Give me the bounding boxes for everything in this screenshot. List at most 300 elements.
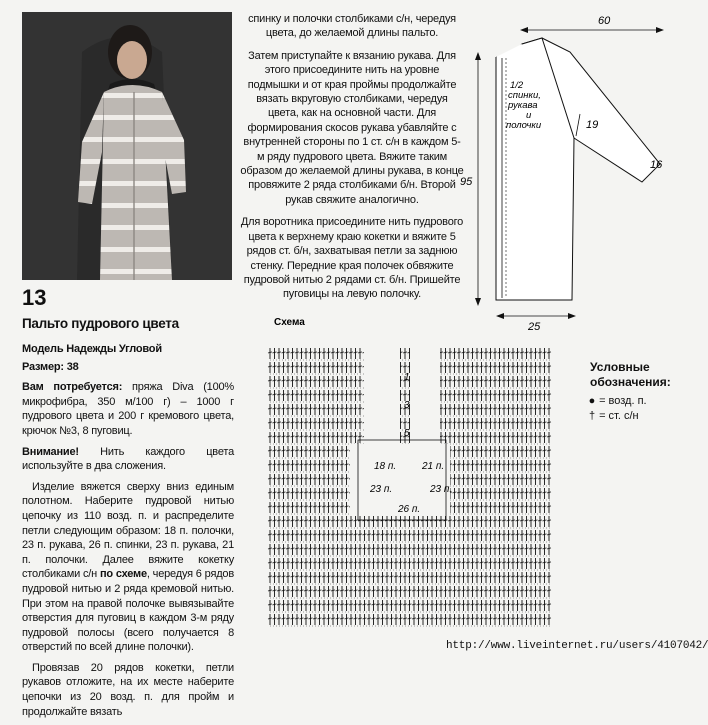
stitch-cross bbox=[466, 352, 470, 353]
stitch-cross bbox=[354, 520, 358, 521]
stitch-cross bbox=[520, 422, 524, 423]
stitch-cross bbox=[525, 450, 529, 451]
stitch-cross bbox=[471, 478, 475, 479]
stitch-cross bbox=[453, 464, 457, 465]
stitch-cross bbox=[471, 436, 475, 437]
stitch-cross bbox=[390, 576, 394, 577]
stitch-cross bbox=[336, 464, 340, 465]
stitch-cross bbox=[543, 450, 547, 451]
stitch-cross bbox=[543, 506, 547, 507]
stitch-cross bbox=[403, 562, 407, 563]
stitch-cross bbox=[408, 548, 412, 549]
stitch-cross bbox=[313, 394, 317, 395]
stitch-cross bbox=[507, 534, 511, 535]
stitch-cross bbox=[273, 590, 277, 591]
stitch-cross bbox=[471, 604, 475, 605]
stitch-cross bbox=[498, 618, 502, 619]
stitch-cross bbox=[358, 576, 362, 577]
stitch-cross bbox=[273, 520, 277, 521]
stitch-cross bbox=[457, 450, 461, 451]
stitch-cross bbox=[300, 408, 304, 409]
stitch-cross bbox=[291, 450, 295, 451]
label-23-right: 23 п. bbox=[430, 484, 453, 495]
stitch-cross bbox=[534, 506, 538, 507]
stitch-cross bbox=[331, 380, 335, 381]
stitch-cross bbox=[534, 576, 538, 577]
stitch-cross bbox=[466, 548, 470, 549]
stitch-cross bbox=[331, 506, 335, 507]
stitch-cross bbox=[286, 366, 290, 367]
stitch-cross bbox=[453, 422, 457, 423]
stitch-cross bbox=[529, 492, 533, 493]
stitch-cross bbox=[349, 590, 353, 591]
stitch-cross bbox=[426, 576, 430, 577]
stitch-cross bbox=[534, 422, 538, 423]
stitch-cross bbox=[304, 408, 308, 409]
stitch-cross bbox=[538, 506, 542, 507]
stitch-cross bbox=[358, 548, 362, 549]
stitch-cross bbox=[426, 604, 430, 605]
stitch-cross bbox=[507, 520, 511, 521]
stitch-cross bbox=[318, 408, 322, 409]
stitch-cross bbox=[511, 478, 515, 479]
stitch-cross bbox=[439, 590, 443, 591]
stitch-cross bbox=[484, 506, 488, 507]
stitch-cross bbox=[511, 352, 515, 353]
stitch-cross bbox=[502, 590, 506, 591]
stitch-cross bbox=[322, 548, 326, 549]
stitch-cross bbox=[376, 604, 380, 605]
stitch-cross bbox=[475, 366, 479, 367]
stitch-cross bbox=[340, 422, 344, 423]
stitch-cross bbox=[300, 380, 304, 381]
stitch-cross bbox=[300, 506, 304, 507]
stitch-cross bbox=[498, 380, 502, 381]
stitch-cross bbox=[304, 506, 308, 507]
stitch-cross bbox=[363, 562, 367, 563]
stitch-cross bbox=[507, 576, 511, 577]
stitch-cross bbox=[277, 366, 281, 367]
stitch-cross bbox=[516, 520, 520, 521]
stitch-cross bbox=[453, 492, 457, 493]
stitch-cross bbox=[502, 520, 506, 521]
stitch-cross bbox=[345, 562, 349, 563]
stitch-cross bbox=[507, 436, 511, 437]
stitch-cross bbox=[399, 562, 403, 563]
stitch-cross bbox=[408, 534, 412, 535]
svg-text:и: и bbox=[526, 110, 532, 121]
chart-heading: Схема bbox=[274, 317, 305, 328]
stitch-cross bbox=[538, 590, 542, 591]
stitch-cross bbox=[268, 576, 272, 577]
stitch-cross bbox=[511, 366, 515, 367]
stitch-cross bbox=[295, 394, 299, 395]
stitch-cross bbox=[525, 352, 529, 353]
stitch-cross bbox=[480, 506, 484, 507]
stitch-cross bbox=[282, 520, 286, 521]
stitch-cross bbox=[318, 366, 322, 367]
stitch-cross bbox=[295, 450, 299, 451]
stitch-cross bbox=[309, 380, 313, 381]
stitch-cross bbox=[336, 436, 340, 437]
stitch-cross bbox=[358, 436, 362, 437]
stitch-cross bbox=[309, 520, 313, 521]
stitch-cross bbox=[475, 352, 479, 353]
stitch-cross bbox=[457, 520, 461, 521]
stitch-cross bbox=[498, 464, 502, 465]
stitch-cross bbox=[498, 478, 502, 479]
stitch-cross bbox=[498, 562, 502, 563]
stitch-cross bbox=[273, 576, 277, 577]
stitch-cross bbox=[313, 478, 317, 479]
attention-text: Нить каждого цвета используйте в два сложения. bbox=[22, 445, 234, 473]
stitch-cross bbox=[484, 436, 488, 437]
stitch-cross bbox=[318, 604, 322, 605]
stitch-cross bbox=[498, 394, 502, 395]
stitch-cross bbox=[529, 548, 533, 549]
stitch-cross bbox=[273, 380, 277, 381]
stitch-cross bbox=[471, 366, 475, 367]
left-text-column bbox=[22, 342, 234, 725]
stitch-cross bbox=[520, 366, 524, 367]
stitch-cross bbox=[349, 534, 353, 535]
stitch-cross bbox=[520, 352, 524, 353]
label-21: 21 п. bbox=[422, 461, 445, 472]
stitch-cross bbox=[403, 422, 407, 423]
stitch-cross bbox=[318, 450, 322, 451]
stitch-cross bbox=[282, 534, 286, 535]
stitch-cross bbox=[444, 534, 448, 535]
stitch-cross bbox=[300, 576, 304, 577]
stitch-cross bbox=[498, 422, 502, 423]
stitch-cross bbox=[394, 562, 398, 563]
stitch-cross bbox=[525, 394, 529, 395]
stitch-cross bbox=[502, 436, 506, 437]
stitch-cross bbox=[327, 380, 331, 381]
stitch-cross bbox=[313, 590, 317, 591]
stitch-cross bbox=[286, 520, 290, 521]
stitch-cross bbox=[345, 590, 349, 591]
stitch-cross bbox=[273, 506, 277, 507]
stitch-cross bbox=[489, 590, 493, 591]
stitch-cross bbox=[489, 366, 493, 367]
stitch-cross bbox=[444, 548, 448, 549]
stitch-cross bbox=[417, 576, 421, 577]
stitch-cross bbox=[439, 576, 443, 577]
stitch-cross bbox=[525, 380, 529, 381]
stitch-cross bbox=[331, 576, 335, 577]
stitch-cross bbox=[385, 562, 389, 563]
stitch-cross bbox=[300, 352, 304, 353]
stitch-cross bbox=[282, 366, 286, 367]
stitch-cross bbox=[489, 478, 493, 479]
stitch-cross bbox=[318, 436, 322, 437]
stitch-cross bbox=[489, 422, 493, 423]
stitch-cross bbox=[394, 604, 398, 605]
stitch-cross bbox=[327, 506, 331, 507]
stitch-cross bbox=[502, 450, 506, 451]
stitch-cross bbox=[493, 576, 497, 577]
stitch-cross bbox=[268, 380, 272, 381]
stitch-cross bbox=[381, 576, 385, 577]
stitch-cross bbox=[358, 618, 362, 619]
stitch-cross bbox=[291, 618, 295, 619]
stitch-cross bbox=[345, 394, 349, 395]
stitch-cross bbox=[282, 506, 286, 507]
stitch-cross bbox=[547, 394, 551, 395]
stitch-cross bbox=[543, 366, 547, 367]
stitch-cross bbox=[367, 548, 371, 549]
stitch-cross bbox=[376, 562, 380, 563]
stitch-cross bbox=[268, 506, 272, 507]
stitch-cross bbox=[304, 590, 308, 591]
stitch-cross bbox=[547, 352, 551, 353]
stitch-cross bbox=[498, 450, 502, 451]
stitch-cross bbox=[435, 548, 439, 549]
stitch-cross bbox=[448, 534, 452, 535]
stitch-cross bbox=[340, 394, 344, 395]
stitch-cross bbox=[457, 590, 461, 591]
stitch-cross bbox=[376, 548, 380, 549]
stitch-cross bbox=[511, 422, 515, 423]
stitch-cross bbox=[331, 520, 335, 521]
stitch-cross bbox=[345, 422, 349, 423]
stitch-cross bbox=[520, 478, 524, 479]
stitch-cross bbox=[516, 394, 520, 395]
stitch-cross bbox=[520, 562, 524, 563]
stitch-cross bbox=[511, 436, 515, 437]
stitch-cross bbox=[507, 408, 511, 409]
stitch-cross bbox=[547, 408, 551, 409]
stitch-cross bbox=[286, 492, 290, 493]
stitch-cross bbox=[336, 352, 340, 353]
stitch-cross bbox=[448, 562, 452, 563]
stitch-cross bbox=[484, 408, 488, 409]
stitch-cross bbox=[309, 492, 313, 493]
stitch-cross bbox=[286, 506, 290, 507]
stitch-cross bbox=[516, 590, 520, 591]
stitch-cross bbox=[480, 464, 484, 465]
stitch-cross bbox=[309, 394, 313, 395]
stitch-cross bbox=[466, 450, 470, 451]
stitch-cross bbox=[381, 604, 385, 605]
stitch-cross bbox=[354, 422, 358, 423]
stitch-cross bbox=[448, 422, 452, 423]
stitch-cross bbox=[304, 394, 308, 395]
stitch-cross bbox=[318, 394, 322, 395]
stitch-cross bbox=[439, 604, 443, 605]
stitch-cross bbox=[336, 422, 340, 423]
stitch-cross bbox=[511, 464, 515, 465]
stitch-cross bbox=[426, 590, 430, 591]
stitch-cross bbox=[331, 492, 335, 493]
stitch-cross bbox=[363, 576, 367, 577]
stitch-cross bbox=[502, 422, 506, 423]
stitch-cross bbox=[462, 422, 466, 423]
stitch-cross bbox=[322, 380, 326, 381]
stitch-cross bbox=[381, 534, 385, 535]
stitch-cross bbox=[340, 352, 344, 353]
stitch-cross bbox=[345, 520, 349, 521]
stitch-cross bbox=[354, 562, 358, 563]
stitch-cross bbox=[489, 492, 493, 493]
stitch-cross bbox=[295, 590, 299, 591]
stitch-cross bbox=[291, 422, 295, 423]
stitch-cross bbox=[444, 352, 448, 353]
stitch-cross bbox=[268, 618, 272, 619]
stitch-cross bbox=[304, 618, 308, 619]
stitch-cross bbox=[484, 548, 488, 549]
stitch-cross bbox=[327, 534, 331, 535]
label-23-left: 23 п. bbox=[370, 484, 393, 495]
stitch-cross bbox=[520, 380, 524, 381]
stitch-cross bbox=[295, 408, 299, 409]
stitch-cross bbox=[538, 548, 542, 549]
stitch-cross bbox=[462, 604, 466, 605]
stitch-cross bbox=[268, 534, 272, 535]
stitch-cross bbox=[543, 534, 547, 535]
stitch-cross bbox=[291, 352, 295, 353]
stitch-cross bbox=[394, 576, 398, 577]
stitch-cross bbox=[475, 506, 479, 507]
stitch-cross bbox=[313, 506, 317, 507]
stitch-cross bbox=[322, 604, 326, 605]
stitch-cross bbox=[304, 422, 308, 423]
stitch-cross bbox=[448, 548, 452, 549]
label-26: 26 п. bbox=[398, 504, 421, 515]
stitch-cross bbox=[520, 590, 524, 591]
stitch-cross bbox=[466, 422, 470, 423]
stitch-cross bbox=[376, 576, 380, 577]
stitch-cross bbox=[547, 380, 551, 381]
stitch-cross bbox=[273, 534, 277, 535]
stitch-cross bbox=[268, 366, 272, 367]
stitch-cross bbox=[340, 478, 344, 479]
materials-label: Вам потребуется: bbox=[22, 381, 123, 394]
stitch-cross bbox=[480, 450, 484, 451]
stitch-cross bbox=[453, 506, 457, 507]
stitch-cross bbox=[516, 422, 520, 423]
stitch-cross bbox=[300, 562, 304, 563]
stitch-cross bbox=[534, 352, 538, 353]
stitch-cross bbox=[291, 436, 295, 437]
stitch-cross bbox=[430, 618, 434, 619]
stitch-cross bbox=[349, 436, 353, 437]
stitch-cross bbox=[444, 394, 448, 395]
stitch-cross bbox=[291, 604, 295, 605]
middle-text-column bbox=[240, 12, 464, 310]
stitch-cross bbox=[529, 366, 533, 367]
stitch-cross bbox=[534, 366, 538, 367]
stitch-cross bbox=[538, 352, 542, 353]
model-photo bbox=[22, 12, 232, 280]
stitch-cross bbox=[282, 422, 286, 423]
stitch-cross bbox=[318, 548, 322, 549]
stitch-cross bbox=[475, 408, 479, 409]
stitch-cross bbox=[367, 576, 371, 577]
stitch-cross bbox=[408, 590, 412, 591]
stitch-cross bbox=[327, 366, 331, 367]
stitch-cross bbox=[412, 534, 416, 535]
stitch-cross bbox=[277, 352, 281, 353]
stitch-cross bbox=[286, 436, 290, 437]
stitch-cross bbox=[489, 464, 493, 465]
stitch-cross bbox=[277, 618, 281, 619]
stitch-cross bbox=[511, 450, 515, 451]
stitch-cross bbox=[444, 576, 448, 577]
stitch-cross bbox=[300, 422, 304, 423]
stitch-cross bbox=[453, 576, 457, 577]
stitch-cross bbox=[340, 576, 344, 577]
stitch-cross bbox=[358, 394, 362, 395]
stitch-cross bbox=[480, 534, 484, 535]
stitch-cross bbox=[313, 520, 317, 521]
stitch-cross bbox=[444, 422, 448, 423]
stitch-cross bbox=[462, 478, 466, 479]
stitch-cross bbox=[349, 520, 353, 521]
stitch-cross bbox=[309, 562, 313, 563]
stitch-cross bbox=[412, 576, 416, 577]
stitch-cross bbox=[331, 408, 335, 409]
stitch-cross bbox=[547, 464, 551, 465]
stitch-cross bbox=[336, 618, 340, 619]
stitch-cross bbox=[268, 394, 272, 395]
stitch-cross bbox=[475, 380, 479, 381]
stitch-cross bbox=[426, 548, 430, 549]
stitch-cross bbox=[300, 534, 304, 535]
stitch-cross bbox=[462, 562, 466, 563]
stitch-cross bbox=[448, 618, 452, 619]
stitch-cross bbox=[462, 618, 466, 619]
stitch-cross bbox=[489, 604, 493, 605]
stitch-cross bbox=[507, 366, 511, 367]
stitch-cross bbox=[453, 380, 457, 381]
stitch-cross bbox=[498, 534, 502, 535]
stitch-cross bbox=[538, 366, 542, 367]
stitch-cross bbox=[385, 548, 389, 549]
stitch-cross bbox=[484, 464, 488, 465]
stitch-cross bbox=[345, 618, 349, 619]
stitch-cross bbox=[529, 604, 533, 605]
stitch-cross bbox=[498, 408, 502, 409]
stitch-cross bbox=[466, 366, 470, 367]
stitch-cross bbox=[282, 604, 286, 605]
stitch-cross bbox=[475, 478, 479, 479]
stitch-cross bbox=[372, 576, 376, 577]
stitch-cross bbox=[421, 590, 425, 591]
stitch-cross bbox=[507, 394, 511, 395]
stitch-cross bbox=[507, 380, 511, 381]
stitch-cross bbox=[367, 590, 371, 591]
stitch-cross bbox=[525, 506, 529, 507]
stitch-cross bbox=[291, 366, 295, 367]
stitch-cross bbox=[516, 506, 520, 507]
stitch-cross bbox=[484, 422, 488, 423]
stitch-cross bbox=[493, 590, 497, 591]
stitch-cross bbox=[507, 618, 511, 619]
dim-sleeve: 19 bbox=[586, 119, 599, 131]
stitch-cross bbox=[502, 548, 506, 549]
stitch-cross bbox=[354, 366, 358, 367]
stitch-cross bbox=[502, 576, 506, 577]
stitch-cross bbox=[547, 562, 551, 563]
stitch-cross bbox=[286, 534, 290, 535]
stitch-cross bbox=[327, 478, 331, 479]
stitch-cross bbox=[489, 618, 493, 619]
stitch-cross bbox=[394, 590, 398, 591]
stitch-cross bbox=[543, 520, 547, 521]
stitch-cross bbox=[543, 422, 547, 423]
